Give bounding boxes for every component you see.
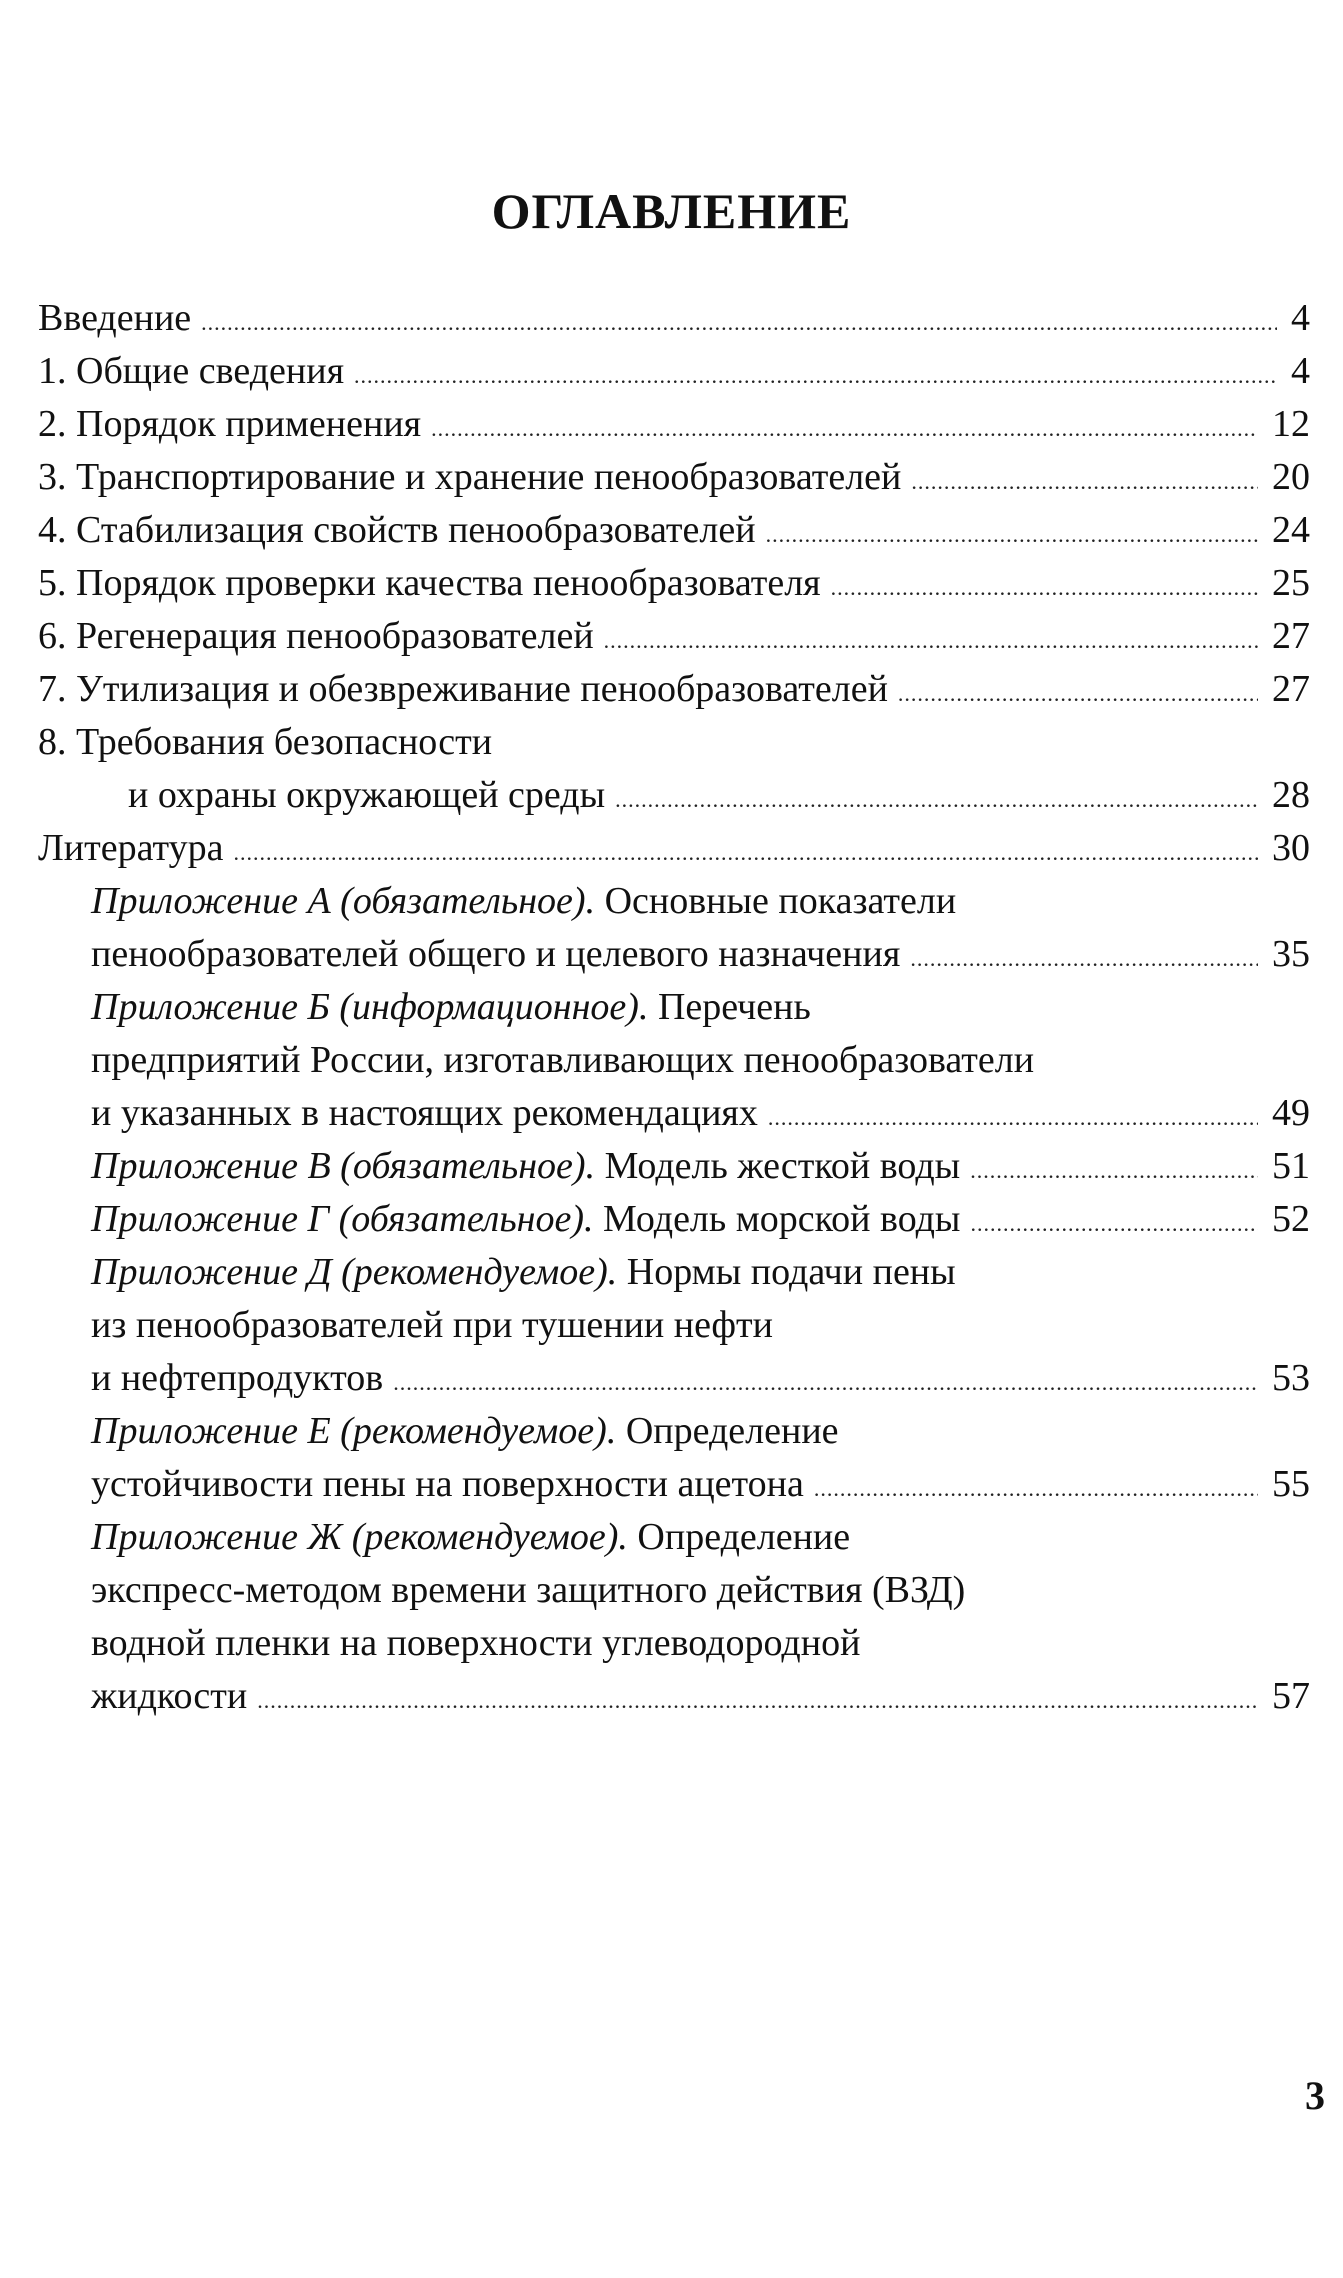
toc-page-number: 28 [1272, 774, 1310, 816]
toc-entry-text: и нефтепродуктов [91, 1357, 384, 1399]
appendix-label: Приложение Ж (рекомендуемое). [91, 1516, 628, 1558]
toc-entry-section-3 [38, 451, 1310, 504]
toc-entry-text: Перечень [648, 986, 811, 1028]
toc-entry-section-7 [38, 663, 1310, 716]
toc-entry-text: 4. Стабилизация свойств пенообразователей [38, 509, 756, 551]
toc-entry-appendix-v [38, 1140, 1310, 1193]
toc-page-number: 4 [1291, 350, 1310, 392]
toc-entry-text: Нормы подачи пены [617, 1251, 956, 1293]
toc-entry-text: 2. Порядок применения [38, 403, 422, 445]
toc-entry-introduction [38, 292, 1310, 345]
toc-entry-text: 1. Общие сведения [38, 350, 345, 392]
toc-entry-appendix-b-cont-1 [38, 1034, 1310, 1087]
toc-entry-text: 8. Требования безопасности [38, 721, 493, 763]
toc-entry-appendix-b-cont-2 [38, 1087, 1310, 1140]
toc-entry-appendix-d-cont-2 [38, 1352, 1310, 1405]
table-of-contents [38, 292, 1310, 1723]
toc-entry-text: и охраны окружающей среды [128, 774, 606, 816]
toc-entry-section-8-cont [38, 769, 1310, 822]
dot-leader [615, 773, 1258, 826]
toc-entry-section-6 [38, 610, 1310, 663]
toc-entry-section-5 [38, 557, 1310, 610]
dot-leader [970, 1144, 1258, 1197]
toc-page-number: 51 [1272, 1145, 1310, 1187]
dot-leader [354, 349, 1277, 402]
dot-leader [201, 296, 1277, 349]
toc-page-number: 30 [1272, 827, 1310, 869]
toc-page-number: 12 [1272, 403, 1310, 445]
toc-entry-text: 3. Транспортирование и хранение пенообразователей [38, 456, 902, 498]
toc-entry-text: из пенообразователей при тушении нефти [91, 1304, 773, 1346]
toc-entry-appendix-d-cont-1 [38, 1299, 1310, 1352]
appendix-label: Приложение Д (рекомендуемое). [91, 1251, 618, 1293]
dot-leader [257, 1674, 1258, 1727]
toc-entry-text: Модель морской воды [593, 1198, 961, 1240]
toc-entry-text: предприятий России, изготавливающих пенообразователи [91, 1039, 1035, 1081]
dot-leader [233, 826, 1258, 879]
dot-leader [898, 667, 1258, 720]
toc-entry-section-4 [38, 504, 1310, 557]
toc-entry-section-1 [38, 345, 1310, 398]
dot-leader [910, 932, 1258, 985]
toc-entry-appendix-zh-cont-2 [38, 1617, 1310, 1670]
toc-entry-section-2 [38, 398, 1310, 451]
toc-page-number: 57 [1272, 1675, 1310, 1717]
toc-entry-text: Основные показатели [595, 880, 957, 922]
toc-page-number: 27 [1272, 615, 1310, 657]
toc-page-number: 20 [1272, 456, 1310, 498]
dot-leader [604, 614, 1258, 667]
toc-entry-appendix-e-cont [38, 1458, 1310, 1511]
toc-entry-text: 6. Регенерация пенообразователей [38, 615, 594, 657]
toc-entry-appendix-zh-cont-1 [38, 1564, 1310, 1617]
dot-leader [831, 561, 1258, 614]
toc-entry-appendix-a [38, 875, 1310, 928]
dot-leader [431, 402, 1258, 455]
toc-page-number: 24 [1272, 509, 1310, 551]
toc-entry-text: Определение [627, 1516, 851, 1558]
toc-page-number: 49 [1272, 1092, 1310, 1134]
toc-page-number: 53 [1272, 1357, 1310, 1399]
toc-entry-appendix-e [38, 1405, 1310, 1458]
appendix-label: Приложение Г (обязательное). [91, 1198, 594, 1240]
toc-entry-text: 7. Утилизация и обезвреживание пенообразователей [38, 668, 888, 710]
toc-page-number: 4 [1291, 297, 1310, 339]
toc-page-number: 55 [1272, 1463, 1310, 1505]
appendix-label: Приложение Б (информационное). [91, 986, 649, 1028]
toc-entry-text: устойчивости пены на поверхности ацетона [91, 1463, 804, 1505]
toc-entry-appendix-zh [38, 1511, 1310, 1564]
toc-entry-text: и указанных в настоящих рекомендациях [91, 1092, 758, 1134]
toc-entry-text: пенообразователей общего и целевого назначения [91, 933, 901, 975]
toc-entry-appendix-zh-cont-3 [38, 1670, 1310, 1723]
appendix-label: Приложение В (обязательное). [91, 1145, 596, 1187]
toc-entry-text: Определение [616, 1410, 839, 1452]
toc-entry-appendix-b [38, 981, 1310, 1034]
toc-entry-text: жидкости [91, 1675, 248, 1717]
appendix-label: Приложение А (обязательное). [91, 880, 596, 922]
appendix-label: Приложение Е (рекомендуемое). [91, 1410, 617, 1452]
toc-page-number: 52 [1272, 1198, 1310, 1240]
toc-entry-text: экспресс-методом времени защитного действия (ВЗД) [91, 1569, 966, 1611]
toc-entry-appendix-a-cont [38, 928, 1310, 981]
toc-entry-literature [38, 822, 1310, 875]
toc-entry-section-8 [38, 716, 1310, 769]
toc-entry-text: водной пленки на поверхности углеводородной [91, 1622, 861, 1664]
dot-leader [814, 1462, 1258, 1515]
toc-entry-text: Модель жесткой воды [595, 1145, 961, 1187]
toc-entry-text: Литература [38, 827, 224, 869]
dot-leader [768, 1091, 1258, 1144]
page-title: ОГЛАВЛЕНИЕ [491, 183, 852, 239]
dot-leader [766, 508, 1258, 561]
dot-leader [911, 455, 1258, 508]
toc-page-number: 35 [1272, 933, 1310, 975]
dot-leader [393, 1356, 1258, 1409]
toc-entry-text: 5. Порядок проверки качества пенообразователя [38, 562, 821, 604]
toc-entry-appendix-g [38, 1193, 1310, 1246]
page-number: 3 [1305, 2073, 1325, 2118]
toc-page-number: 25 [1272, 562, 1310, 604]
dot-leader [970, 1197, 1258, 1250]
toc-entry-appendix-d [38, 1246, 1310, 1299]
toc-entry-text: Введение [38, 297, 192, 339]
toc-page-number: 27 [1272, 668, 1310, 710]
